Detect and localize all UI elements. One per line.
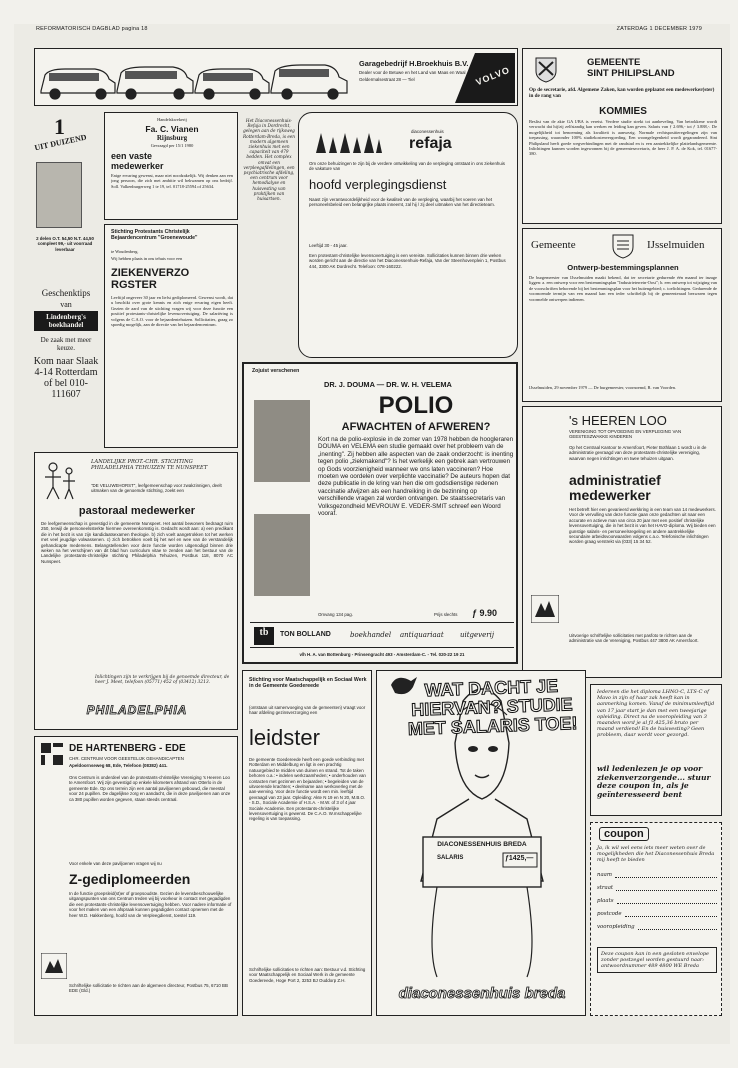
volvo-garage-ad [34,48,518,106]
philipsland-job: KOMMIES [599,106,647,117]
vianen-job: een vaste medewerker [111,151,164,171]
philadelphia-body: De leefgemeenschap is gevestigd in de gemeente Nunspeet. Het aantal bewoners bedraagt ruim 250, terwijl de personeelssterkte hiermee overeenkomstig is. Gedacht wordt aan: a) een predikant die in het bezit is van zijn kandidaatsexamen theologie. b) zich voelt aangetrokken tot het werken met veel jeugdige volwassenen. c) zich betrokken voelt bij het wel en wee van de verstandelijk gehandicapte medemens. Belangstellenden voor deze functie worden uitgenodigd binnen drie weken na het verschijnen van dit blad hun curriculum vitae te zenden aan het bestuur van de Landelijke protestants-christelijke stichting Philadelphia Tehuizen, Postbus 118, 8070 AC Nunspeet. [41,521,233,564]
bolland-banner [250,622,514,648]
coat-of-arms-icon [535,57,557,83]
hartenberg-body: Ons Centrum is onderdeel van de protestants-christelijke Vereniging 's Heeren Loo te Amersfoort. Wij zijn gevestigd op enkele kilometers afstand van Otterlo in de gemeente Ede. Op ons terrein zijn een aantal paviljoenen gebouwd, die meestal voor 24 pupillen. De dagelijkse zorg en aandacht, die in deze paviljoenen aan onze ca 380 pupillen worden gegeven, staan steeds centraal. [69,775,231,802]
philadelphia-org: LANDELIJKE PROT.-CHR. STICHTING PHILADELPHIA TEHUIZEN TE NUNSPEET [91,459,208,472]
leidster-ad [242,670,372,1016]
coupon-field-naam[interactable]: naam [597,865,717,878]
hartenberg-job: Z-gediplomeerden [69,871,191,887]
philipsland-ad [522,48,722,224]
vianen-top: Handelskwekerij [157,117,187,122]
groenewoude-intro: Wij hebben plaats in ons tehuis voor een [111,256,183,261]
groenewoude-body: Leeftijd ongeveer 30 jaar en liefst gediplomeerd. Gewenst wordt, dat u beschikt over grote kennis en zich enige ervaring eigen heeft. Gezien de aard van de stichting vragen wij voor deze functie een positief protestants-christelijke levensovertuiging. De salariëring is volgens de C.A.O. voor de bejaardentehuizen. Sollicitaties, graag zo spoedig mogelijk, aan de directie van het bejaardencentrum. [111,295,233,328]
refaja-body-2: Een protestant-christelijke levensovertuiging is een vereiste. Sollicitaties kunnen binnen drie weken worden gericht aan de directie van het Diaconessenhuis-Refaja, Van der Steenhovenplein 1, Postbus 444, 3300 AK Dordrecht. Telefoon: 078-160222. [309,253,506,269]
refaja-side-body: Het Diaconessenhuis-Refaja in Dordrecht, gelegen aan de rijksweg Rotterdam-Breda, is een modern algemeen ziekenhuis met een capaciteit van 479 bedden. Het complex omvat een verpleegafdelingen, een psychiatrische afdeling, een centrum voor hemodialyse en huisvesting van praktijken van huisartsen. [243,118,295,202]
bolland-uitgeverij: uitgeverij [460,631,495,639]
refaja-small: diaconessenhuis [411,129,444,134]
ijsselmuiden-right: IJsselmuiden [647,239,705,251]
breda-headline: WAT DACHT JE HIERVAN? STUDIE MET SALARIS TOE! [407,675,578,739]
leidster-job: leidster [249,725,320,750]
lindenberg-logo: Lindenberg's boekhandel [34,311,98,331]
coupon-form [590,822,722,1016]
tips-van: van [60,300,72,309]
breda-text-ad [590,684,722,816]
breda-text-bold: wil ledenlezen je op voor ziekenverzorgende... stuur deze coupon in, als je geïnteresseerd bent [597,764,711,799]
polio-authors: DR. J. DOUMA — DR. W. H. VELEMA [324,380,452,389]
refaja-intro: Om onze behuizingen te zijn bij de verdere ontwikkeling van de verpleging ontstaat in ons ziekenhuis de vakature van [309,161,505,172]
philadelphia-job: pastoraal medewerker [78,505,196,517]
polio-label: Zojuist verschenen [252,368,300,374]
ijsselmuiden-ad [522,228,722,402]
leidster-sollicit: Schriftelijke sollicitaties te richten aan: Bestuur v.d. Stichting voor Maatschappelijk en Sociaal Werk in de gemeente Goedereede, Hoge Port 2, 3253 BJ Ouddorp Z.H. [249,967,366,983]
polio-price: ƒ 9.90 [472,608,498,618]
breda-sign: DIACONESSENHUIS BREDA [437,841,527,848]
refaja-ad [298,112,518,358]
philadelphia-ad [34,452,238,730]
heerenloo-job: administratief medewerker [569,472,661,503]
philipsland-title-1: GEMEENTE [587,57,641,68]
crest-icon [611,233,635,259]
refaja-body: Naast zijn verantwoordelijkheid voor de kwaliteit van de verpleging, waarbij het voeren van het personeelsbeleid een belangrijke plaats inneemt, zal hij / zij deel uitmaken van het directieteam. [309,197,495,208]
hartenberg-body-2: In de functie groepsleid(st)er of groepsoudste. Gezien de levensbeschouwelijke uitgangspunten van ons Centrum treden wij bij voorkeur in contact met gegadigden die een protestants-christelijke levensovertuiging hebben. Voor nadere informatie of voor het maken van een afspraak kunnen gegadigden contact opnemen met de heer W.D. Hakkenberg, hoofd van de Verpleegdienst, toestel 119. [69,891,232,918]
ijsselmuiden-subtitle: Ontwerp-bestemmingsplannen [567,263,679,272]
hartenberg-name: DE HARTENBERG - EDE [69,743,186,754]
bolland-boekhandel: boekhandel [350,631,392,639]
philipsland-title-2: SINT PHILIPSLAND [587,68,675,79]
leidster-body: De gemeente Goedereede heeft een goede verbinding met Rotterdam en Middelburg en ligt in een prachtig natuurgebied te midden van duinen en strand. Tot de taken behoren o.a.: • indelen werkzaamheden; • onderhouden van contacten met gezinnen en bejaarden; • begeleiden van de uitvoerende krachten; • deelname aan werkoverleg met de aan-werving. Voor deze functie wordt een min. leeftijd gevraagd van 23 jaar. Opleiding: Akte N 19 en N 20, M.B.O. - S.D., Sociale Academie of H.S.A. - M.W. of 3 of 4 jaar Sociale Academie. Een protestants-christelijke levensovertuiging is gewenst. De C.A.O. W.mschappelijke regeling is van toepassing. [249,757,366,822]
groenewoude-org: Stichting Protestants Christelijk Bejaardencentrum "Groenewoude" [111,229,198,242]
garage-line-2: Geldermalsestraat 28 — Tiel [359,77,415,82]
vianen-place: Rijnsburg [156,134,188,142]
volvo-logo: VOLVO [474,64,512,88]
refaja-side-text [242,118,296,358]
bolland-address: v/h H. A. van Bottenburg - Prinsengracht 493 - Amsterdam-C. - Tel. 020-22 19 21 [299,652,465,657]
philipsland-intro: Op de secretarie, afd. Algemene Zaken, kan worden geplaatst een medewerker(ster) in de rang van [529,87,715,100]
lindenberg-address: Kom naar Slaak 4-14 Rotterdam of bel 010-111607 [33,356,99,400]
hartenberg-intro-2: Voor enkele van deze paviljoenen vragen wij nu [69,861,162,866]
philipsland-body: Beslist van de akte GA I/BA is vereist. Verdere studie strekt tot aanbeveling. Van betrokkene wordt verwacht dat hij/zij zelfstandig kan werken en leiding kan geven. Salaris van ƒ 2.696,- tot ƒ 3.888,-. De mogelijkheid tot benoeming als kwaliteit is aanwezig. Normale rechtspositieregelingen zijn van toepassing, waaronder 100% studiekostenvergoeding. Een woongelegenheid wordt gegarandeerd. Sint Philipsland heeft goede wegverbindingen met de randstad en is een aantrekkelijke plattelandsgemeente. Inlichtingen kunnen worden ingewonnen bij de gemeentesecretaris, de heer J. P. A. de Kok, tel. 01677-380. [529,119,717,157]
vianen-body: Enige ervaring gewenst, maar niet noodzakelijk. Wij denken aan een jong persoon, die zich met ambitie wil bekwamen op ons bedrijf. Soll. Valkenburgerweg 1 te 19, tel. 01718-25594 of 25634. [111,173,233,189]
heerenloo-body: Het betreft hier een gevarieerd werkkring in een team van 14 medewerkers. Voor de vervulling van deze functie gaan onze gedachten uit naar een accurate en actieve man van circa 20 jaar met een positief christelijke levensovertuiging, die in het bezit is van het HAVO-diploma. Wij bieden een gunstige salaris- en personeelsregeling en andere aantrekkelijke secundaire arbeidsvoorwaarden volgens c.a.o. Telefonische inlichtingen worden graag verstrekt via (033) 15 34 52. [569,507,716,545]
uitduizend-ad [32,112,102,448]
heerenloo-sollicit: Uitvoerige schriftelijke sollicitaties met pasfoto te richten aan de administratie van de Vereniging, Postbus 447 3800 AK Amersfoort. [569,633,699,644]
refaja-name: refaja [409,135,452,152]
philadelphia-figures-icon [41,459,79,501]
lindenberg-slogan: De zaak met meer keuze. [40,336,92,352]
heerenloo-name: 's HEEREN LOO [569,413,667,428]
refaja-job: hoofd verplegingsdienst [309,177,447,192]
uitduizend-price: 2 delen O.T. 54,50 N.T. 44,50 compleet 99,- uit voorraad leverbaar [36,236,94,252]
page-header-right: ZATERDAG 1 DECEMBER 1979 [616,26,702,32]
author-photo-velema [254,514,310,596]
heerenloo-intro: Op het Centraal Kantoor te Amersfoort, Pieter Bothlaan 1 wordt u in de administratie gevraagd van deze protestants-christelijke vereniging, waarvan negen inrichtingen en twee tehuizen uitgaan. [569,445,707,461]
uitduizend-number: 1 [54,114,65,139]
coupon-field-straat[interactable]: straat [597,878,717,891]
book-cover-image [36,162,82,228]
groenewoude-job: ZIEKENVERZORGSTER [111,267,190,291]
breda-study-ad [376,670,586,1016]
garage-title: Garagebedrijf H.Broekhuis B.V. [359,59,469,68]
polio-body: Kort na de polio-explosie in de zomer van 1978 hebben de hoogleraren DOUMA en VELEMA een studie gemaakt over het probleem van de „inenting". Zij hebben alle aspecten van de zaak onderzocht: is inenting tegen polio „ziekmakend"? Is het werkelijk een gebrek aan vertrouwen op Gods voorzienigheid wanneer we ons laten vaccineren? Hoe moeten we oordelen over verplichte vaccinatie? De auteurs hopen dat deze publicatie in de kring van hen die om godsdienstige redenen vaccinatie afwijzen als een handreiking in de bezinning op verschillende vragen zal worden ontvangen. De staatssecretaris van Volksgezondheid MEVROUW E. VEDER-SMIT schreef een Woord vooraf. [318,436,514,518]
coupon-footer: Deze coupon kan in een gesloten envelope zonder postzegel worden gestuurd naar: antwoordnummer 489 4800 WE Breda [597,947,717,973]
ijsselmuiden-body: De burgemeester van IJsselmuiden maakt bekend, dat ter secretarie gedurende één maand ter inzage liggen: a. een ontwerp voor een bestemmingsplan "Industrieterrein-Oost"; b. een ontwerp tot wijziging van de voorschriften behorende bij het bestemmingsplan voor het buitengebied; c. toelichtingen. Gedurende de voornoemde termijn van een maand kan een ieder schriftelijk bij de gemeenteraad bezwaren tegen voormelde ontwerpen indienen. [529,275,717,302]
groenewoude-ad [104,224,238,448]
bolland-antiquariaat: antiquariaat [400,631,444,639]
polio-subtitle: AFWACHTEN of AFWEREN? [341,421,491,433]
refaja-age: Leeftijd 30 - 45 jaar. [309,243,348,248]
uitduizend-text: UIT DUIZEND [33,132,88,153]
ijsselmuiden-sign: IJsselmuiden, 29 november 1979 — De burgemeester, voornoemd, R. van Voorden. [529,385,677,390]
breda-salary-amount: ƒ1425,— [505,855,534,862]
coupon-fields [597,865,717,930]
coupon-field-plaats[interactable]: plaats [597,891,717,904]
vianen-ad [104,112,238,220]
breda-salaris-label: SALARIS [437,855,464,861]
philadelphia-info: Inlichtingen zijn te verkrijgen bij de genoemde directeur, de heer J. Meet, telefoon (05771) 452 of (03412) 3213. [95,675,230,686]
leidster-org: Stichting voor Maatschappelijk en Sociaal Werk in de Gemeente Goedereede [249,677,367,690]
hartenberg-loo-icon [41,953,67,979]
coupon-title: coupon [599,827,649,841]
heerenloo-ad [522,406,722,678]
bolland-logo-icon: tb [254,627,274,645]
bolland-name: TON BOLLAND [280,631,331,638]
hartenberg-sollicit: Schriftelijke sollicitatie te richten aan de algemeen directeur, Postbus 75, 6710 BB EDE (Gld.) [69,983,228,994]
polio-book-ad [242,362,518,664]
author-photo-douma [254,400,310,482]
coupon-intro: Ja, ik wil wel eens iets meer weten over de mogelijkheden die het Diaconessenhuis Breda mij heeft te bieden [597,845,715,863]
coupon-field-postcode[interactable]: postcode [597,904,717,917]
philadelphia-logo: PHILADELPHIA [86,703,188,717]
polio-title: POLIO [378,392,454,419]
garage-line-1: Dealer voor de Betuwe en het Land van Maas en Waal [359,70,466,75]
vianen-est: Gevraagd per 15/1 1980 [150,143,194,148]
heerenloo-logo-icon [531,595,559,623]
vianen-name: Fa. C. Vianen [145,124,199,134]
polio-price-label: Prijs slechts [434,612,458,617]
heerenloo-org: VERENIGING TOT OPVOEDING EN VERPLEGING VAN GEESTESZWAKKE KINDEREN [569,429,682,440]
ijsselmuiden-left: Gemeente [531,239,576,251]
trees-icon [315,131,383,155]
leidster-intro: (ontstaan uit samenvoeging van de gemeenten) vraagt voor haar afdeling gezinsverzorging een [249,705,366,716]
groenewoude-place: te Woudenberg. [111,249,139,254]
hartenberg-sub: CHR. CENTRUM VOOR GEESTELIJK GEHANDICAPTEN [69,756,184,761]
page-header-left: REFORMATORISCH DAGBLAD pagina 18 [36,26,148,32]
hartenberg-address: Apeldoornseweg 68, Ede, Telefoon (08382) 441. [69,763,168,768]
polio-pages: Omvang 134 pag. [318,612,353,617]
tips-title: Geschenktips [41,288,91,298]
hartenberg-logo-icon [41,743,63,765]
breda-text-body: Iedereen die het diploma LHNO-C, LTS-C of Mavo in zijn of haar zak heeft kan in aanmerking komen. Vanaf de minimumleeftijd van 17 jaar start je dan met een tweejarige opleiding. Direct na de vooropleiding van 3 maanden word je al ƒ1.425,36 bruto per maand verdiend! En de huisvesting? Geen probleem, daar wordt voor gezorgd. [597,689,715,739]
breda-footer: diaconessenhuis breda [398,985,566,1002]
coupon-field-vooropleiding[interactable]: vooropleiding [597,917,717,930]
philadelphia-intro: "DE VELUWEHORST", leefgemeenschap voor zwakzinnigen, deelt uitmaken van de genoemde stichting, zoekt een [91,483,222,494]
hartenberg-ad [34,736,238,1016]
